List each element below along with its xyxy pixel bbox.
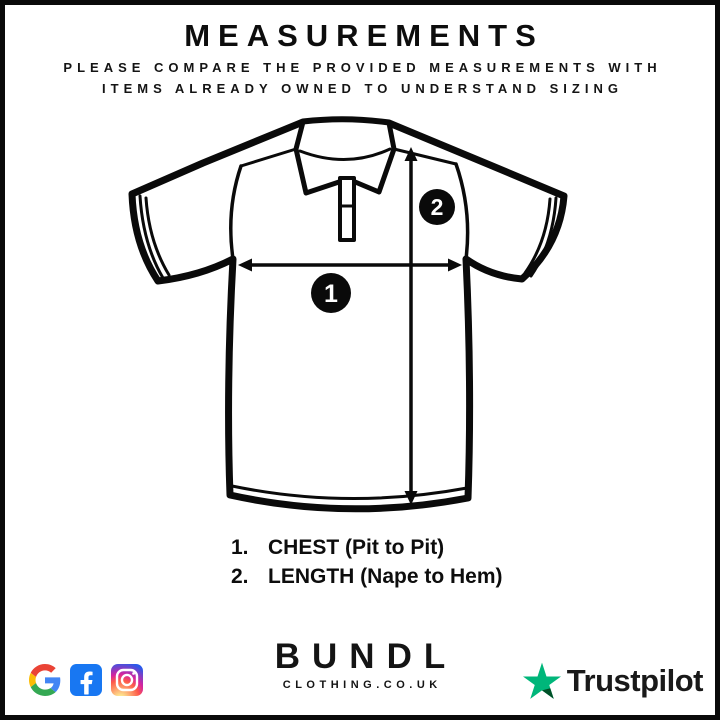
marker-2-number: 2 [430, 194, 444, 220]
legend-item-chest [231, 536, 503, 565]
placket [340, 178, 354, 240]
facebook-icon[interactable] [70, 664, 102, 696]
legend-item-length [231, 565, 503, 594]
legend-item-label: CHEST (Pit to Pit) [268, 536, 445, 559]
trustpilot-wordmark: Trustpilot [566, 663, 703, 698]
instagram-icon[interactable] [111, 664, 143, 696]
legend-item-number: 1. [231, 536, 249, 559]
brand-logo [274, 637, 458, 691]
shirt-measurement-diagram [110, 105, 610, 535]
trustpilot-star-icon [523, 662, 561, 700]
measurement-legend [231, 536, 503, 594]
legend-item-label: LENGTH (Nape to Hem) [268, 565, 503, 588]
legend-item-number: 2. [231, 565, 249, 588]
social-icons [29, 664, 143, 696]
subtitle-line-1: PLEASE COMPARE THE PROVIDED MEASUREMENTS WITH [63, 60, 662, 75]
page-subtitle [0, 57, 720, 99]
brand-name: BUNDL [274, 637, 458, 676]
marker-1-number: 1 [324, 280, 338, 308]
page-title: MEASUREMENTS [184, 18, 544, 53]
marker-1-badge [311, 273, 351, 313]
polo-shirt-diagram-svg [110, 105, 610, 535]
google-icon[interactable] [29, 664, 61, 696]
subtitle-line-2: ITEMS ALREADY OWNED TO UNDERSTAND SIZING [102, 81, 623, 96]
trustpilot-logo[interactable] [523, 662, 703, 700]
marker-2-badge [419, 189, 455, 225]
brand-tagline: CLOTHING.CO.UK [282, 679, 442, 691]
